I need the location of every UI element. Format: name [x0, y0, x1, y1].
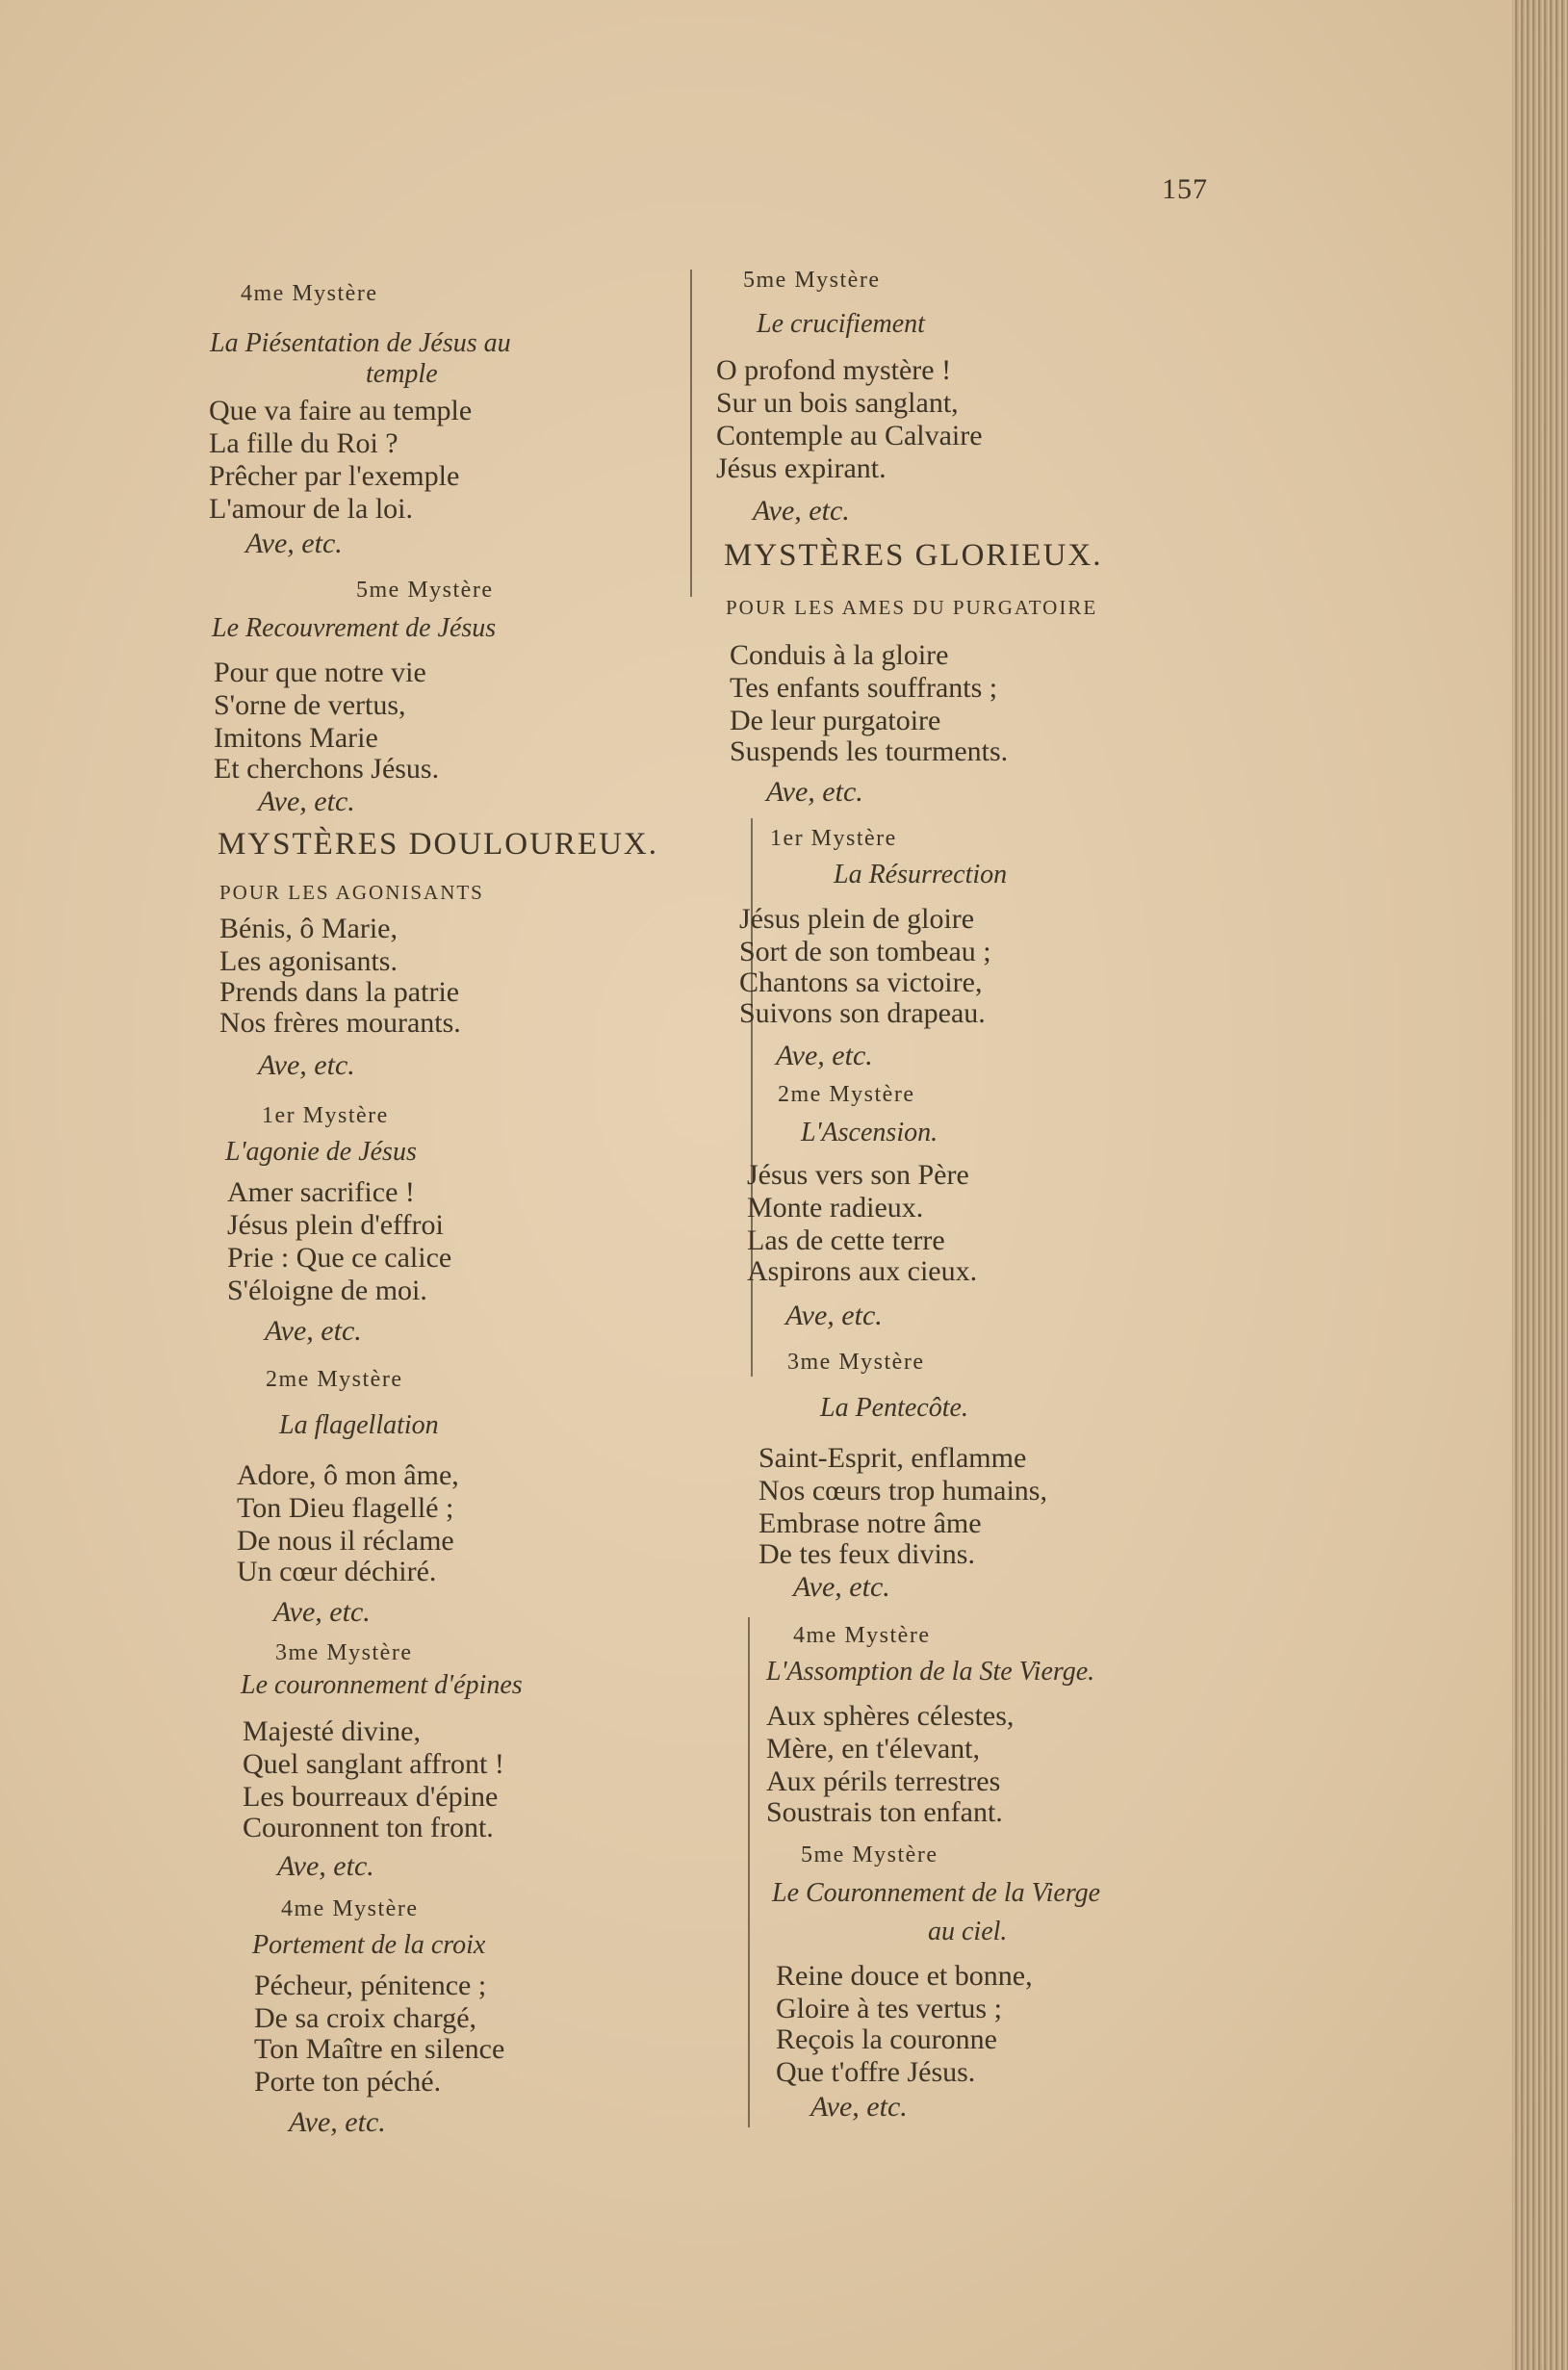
- verse-line: Jésus plein de gloire: [739, 903, 975, 935]
- section-subheading: POUR LES AGONISANTS: [219, 881, 484, 904]
- page-number: 157: [1162, 173, 1208, 205]
- verse-line: S'éloigne de moi.: [227, 1275, 427, 1306]
- mystery-heading: 3me Mystère: [275, 1640, 413, 1665]
- verse-line: Jésus plein d'effroi: [227, 1209, 444, 1241]
- refrain-line: Ave, etc.: [277, 1850, 374, 1882]
- column-rule-lower: [748, 1617, 750, 2127]
- verse-line: Ton Maître en silence: [254, 2033, 505, 2065]
- verse-line: De sa croix chargé,: [254, 2002, 477, 2034]
- verse-line: Sort de son tombeau ;: [739, 936, 991, 967]
- section-heading: MYSTÈRES GLORIEUX.: [724, 538, 1103, 573]
- verse-line: Contemple au Calvaire: [716, 420, 983, 451]
- mystery-title: L'Ascension.: [801, 1118, 938, 1147]
- verse-line: Que va faire au temple: [209, 395, 473, 426]
- column-rule-middle: [751, 818, 753, 1377]
- refrain-line: Ave, etc.: [289, 2106, 386, 2138]
- verse-line: Couronnent ton front.: [243, 1812, 494, 1843]
- refrain-line: Ave, etc.: [776, 1040, 873, 1071]
- mystery-title: L'agonie de Jésus: [225, 1137, 417, 1167]
- mystery-heading: 2me Mystère: [266, 1367, 403, 1392]
- refrain-line: Ave, etc.: [793, 1571, 890, 1603]
- mystery-heading: 1er Mystère: [770, 826, 897, 851]
- verse-line: De nous il réclame: [237, 1525, 454, 1557]
- verse-line: L'amour de la loi.: [209, 493, 414, 525]
- mystery-heading: 5me Mystère: [743, 268, 881, 293]
- refrain-line: Ave, etc.: [258, 1049, 355, 1081]
- mystery-title: au ciel.: [928, 1917, 1008, 1946]
- refrain-line: Ave, etc.: [753, 495, 850, 527]
- verse-line: Sur un bois sanglant,: [716, 387, 959, 419]
- verse-line: Embrase notre âme: [758, 1507, 982, 1539]
- verse-line: Aux sphères célestes,: [766, 1700, 1015, 1732]
- mystery-heading: 4me Mystère: [241, 281, 378, 306]
- verse-line: Amer sacrifice !: [227, 1176, 415, 1208]
- refrain-line: Ave, etc.: [245, 528, 343, 559]
- verse-line: Les agonisants.: [219, 945, 398, 977]
- section-heading: MYSTÈRES DOULOUREUX.: [218, 827, 659, 862]
- verse-line: Suspends les tourments.: [730, 735, 1009, 767]
- verse-line: Prêcher par l'exemple: [209, 460, 460, 492]
- mystery-title: L'Assomption de la Ste Vierge.: [766, 1657, 1095, 1687]
- mystery-title: La flagellation: [279, 1410, 439, 1440]
- verse-line: Tes enfants souffrants ;: [730, 672, 998, 704]
- mystery-heading: 3me Mystère: [787, 1350, 925, 1375]
- verse-line: La fille du Roi ?: [209, 427, 398, 459]
- refrain-line: Ave, etc.: [766, 776, 863, 808]
- verse-line: Les bourreaux d'épine: [243, 1781, 499, 1813]
- mystery-title: Le Couronnement de la Vierge: [772, 1878, 1101, 1908]
- verse-line: Imitons Marie: [214, 722, 378, 754]
- verse-line: Saint-Esprit, enflamme: [758, 1442, 1027, 1474]
- verse-line: Un cœur déchiré.: [237, 1556, 437, 1587]
- verse-line: Conduis à la gloire: [730, 639, 949, 671]
- mystery-heading: 1er Mystère: [262, 1103, 389, 1128]
- verse-line: Soustrais ton enfant.: [766, 1796, 1003, 1828]
- verse-line: Chantons sa victoire,: [739, 966, 983, 998]
- verse-line: S'orne de vertus,: [214, 689, 406, 721]
- mystery-heading: 4me Mystère: [281, 1896, 419, 1921]
- verse-line: Adore, ô mon âme,: [237, 1459, 459, 1491]
- mystery-heading: 4me Mystère: [793, 1623, 931, 1648]
- page-edge: [1512, 0, 1568, 2370]
- verse-line: Monte radieux.: [747, 1192, 924, 1224]
- verse-line: Quel sanglant affront !: [243, 1748, 504, 1780]
- refrain-line: Ave, etc.: [273, 1596, 371, 1628]
- verse-line: Majesté divine,: [243, 1715, 421, 1747]
- verse-line: Bénis, ô Marie,: [219, 913, 398, 944]
- refrain-line: Ave, etc.: [810, 2091, 908, 2123]
- verse-line: Reçois la couronne: [776, 2023, 997, 2055]
- refrain-line: Ave, etc.: [265, 1315, 362, 1347]
- mystery-title: temple: [366, 359, 438, 389]
- verse-line: Et cherchons Jésus.: [214, 753, 440, 785]
- verse-line: Gloire à tes vertus ;: [776, 1993, 1002, 2024]
- verse-line: Prie : Que ce calice: [227, 1242, 452, 1274]
- mystery-heading: 5me Mystère: [356, 578, 494, 603]
- mystery-heading: 2me Mystère: [778, 1082, 915, 1107]
- verse-line: Pour que notre vie: [214, 657, 426, 688]
- mystery-title: La Résurrection: [834, 860, 1008, 889]
- mystery-title: Le Recouvrement de Jésus: [212, 613, 497, 643]
- verse-line: Prends dans la patrie: [219, 976, 460, 1008]
- refrain-line: Ave, etc.: [258, 786, 355, 817]
- verse-line: Suivons son drapeau.: [739, 997, 986, 1029]
- refrain-line: Ave, etc.: [785, 1300, 883, 1331]
- verse-line: Pécheur, pénitence ;: [254, 1970, 487, 2001]
- mystery-title: Le couronnement d'épines: [241, 1670, 523, 1700]
- verse-line: Jésus expirant.: [716, 452, 887, 484]
- verse-line: Nos frères mourants.: [219, 1007, 461, 1039]
- verse-line: Porte ton péché.: [254, 2066, 442, 2098]
- verse-line: Las de cette terre: [747, 1224, 945, 1256]
- section-subheading: POUR LES AMES DU PURGATOIRE: [726, 596, 1098, 619]
- column-rule-upper: [690, 270, 692, 597]
- verse-line: Nos cœurs trop humains,: [758, 1475, 1047, 1507]
- verse-line: O profond mystère !: [716, 354, 952, 386]
- mystery-heading: 5me Mystère: [801, 1842, 938, 1868]
- verse-line: Que t'offre Jésus.: [776, 2056, 976, 2088]
- mystery-title: Le crucifiement: [757, 309, 925, 339]
- verse-line: Ton Dieu flagellé ;: [237, 1492, 454, 1524]
- mystery-title: Portement de la croix: [252, 1930, 486, 1960]
- verse-line: Mère, en t'élevant,: [766, 1733, 980, 1765]
- mystery-title: La Pentecôte.: [820, 1393, 968, 1423]
- verse-line: De tes feux divins.: [758, 1538, 975, 1570]
- mystery-title: La Piésentation de Jésus au: [210, 328, 511, 358]
- verse-line: Reine douce et bonne,: [776, 1960, 1033, 1992]
- verse-line: De leur purgatoire: [730, 705, 941, 736]
- verse-line: Aux périls terrestres: [766, 1765, 1001, 1797]
- verse-line: Jésus vers son Père: [747, 1159, 969, 1191]
- verse-line: Aspirons aux cieux.: [747, 1255, 978, 1287]
